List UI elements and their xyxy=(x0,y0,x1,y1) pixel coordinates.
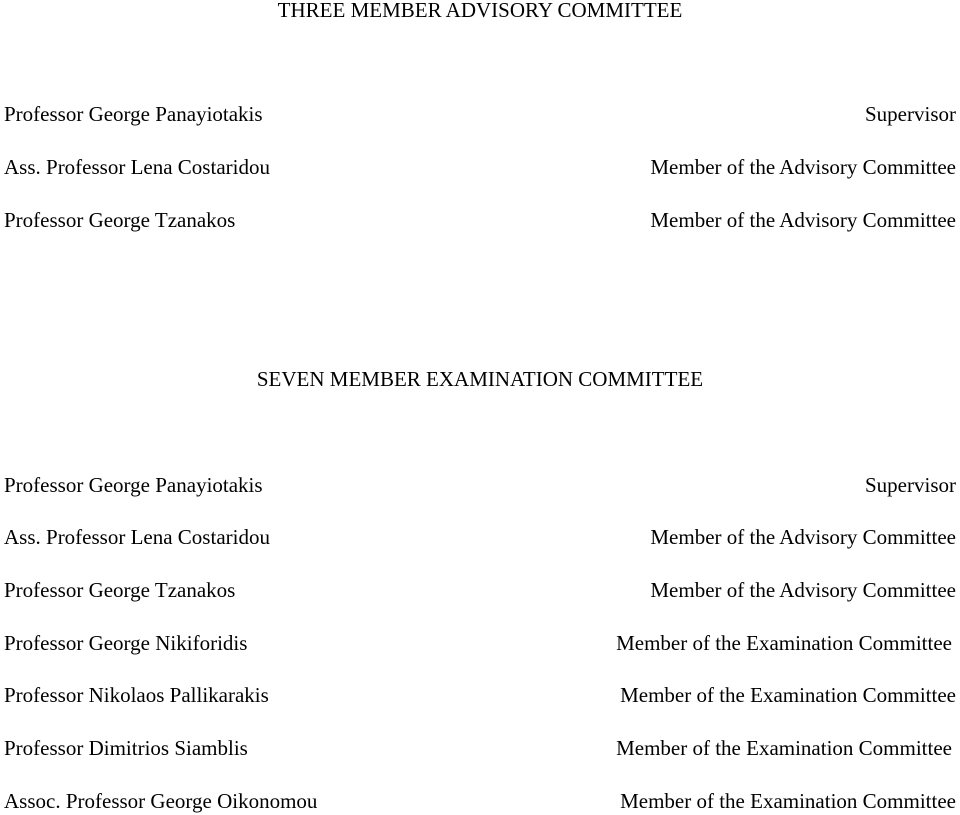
member-name: Professor Nikolaos Pallikarakis xyxy=(4,683,269,707)
member-name: Professor George Tzanakos xyxy=(4,208,236,232)
advisory-member-row xyxy=(0,102,960,126)
member-role: Member of the Examination Committee xyxy=(620,789,956,813)
member-name: Professor George Panayiotakis xyxy=(4,473,263,497)
member-role: Member of the Examination Committee xyxy=(616,736,952,760)
advisory-committee-heading: THREE MEMBER ADVISORY COMMITTEE xyxy=(277,0,683,22)
member-role: Member of the Advisory Committee xyxy=(650,208,956,232)
examination-member-row xyxy=(0,789,960,813)
examination-member-row xyxy=(0,736,960,760)
advisory-member-row xyxy=(0,208,960,232)
member-name: Professor Dimitrios Siamblis xyxy=(4,736,248,760)
member-role: Member of the Advisory Committee xyxy=(650,525,956,549)
examination-committee-heading: SEVEN MEMBER EXAMINATION COMMITTEE xyxy=(256,367,704,391)
member-name: Professor George Panayiotakis xyxy=(4,102,263,126)
member-name: Ass. Professor Lena Costaridou xyxy=(4,155,270,179)
member-name: Professor George Nikiforidis xyxy=(4,631,248,655)
examination-member-row xyxy=(0,631,960,655)
member-role: Member of the Advisory Committee xyxy=(650,578,956,602)
member-name: Ass. Professor Lena Costaridou xyxy=(4,525,270,549)
examination-member-row xyxy=(0,683,960,707)
member-role: Supervisor xyxy=(865,473,956,497)
member-role: Member of the Examination Committee xyxy=(616,631,952,655)
examination-member-row xyxy=(0,525,960,549)
member-name: Assoc. Professor George Oikonomou xyxy=(4,789,318,813)
advisory-member-row xyxy=(0,155,960,179)
member-role: Member of the Advisory Committee xyxy=(650,155,956,179)
examination-member-row xyxy=(0,578,960,602)
member-name: Professor George Tzanakos xyxy=(4,578,236,602)
examination-member-row xyxy=(0,473,960,497)
member-role: Member of the Examination Committee xyxy=(620,683,956,707)
member-role: Supervisor xyxy=(865,102,956,126)
